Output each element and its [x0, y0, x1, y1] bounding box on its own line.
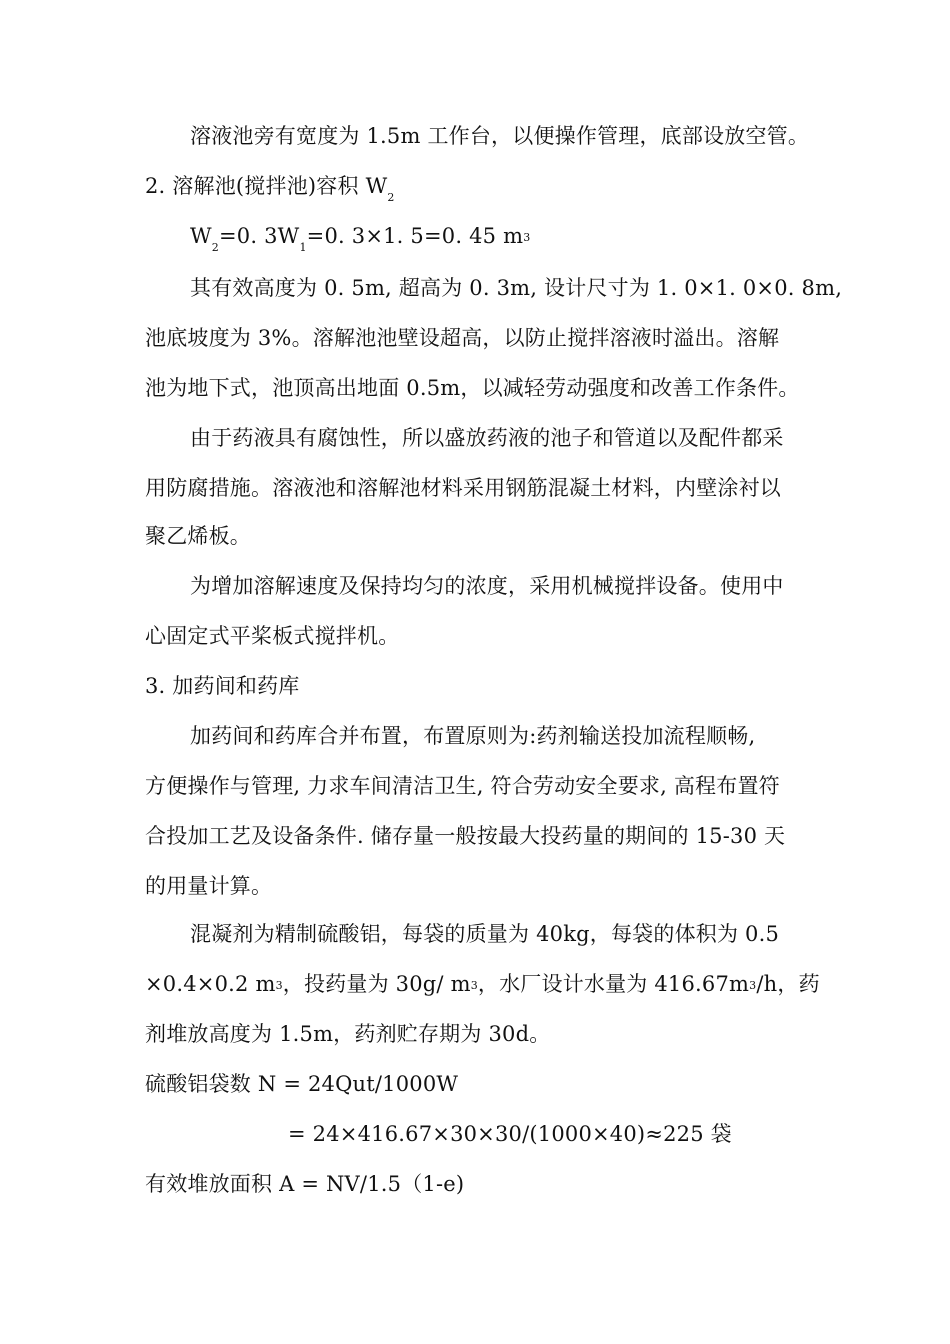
eq-part: =0. 3×1. 5=0. 45 m — [306, 224, 524, 248]
text-line — [145, 622, 399, 650]
text-line — [190, 572, 784, 600]
text-line — [145, 970, 820, 1002]
text-part: ，水厂设计水量为 416.67m — [477, 972, 750, 996]
text-line — [145, 1020, 550, 1048]
equation-bag-count — [145, 1070, 458, 1098]
text-line — [145, 522, 251, 550]
text-line — [145, 822, 785, 850]
eq-symbol: W — [190, 224, 212, 248]
text-part: ，投药量为 30g/ m — [282, 972, 471, 996]
paragraph-workbench — [190, 122, 809, 150]
text-line: 加药间和药库合并布置，布置原则为:药剂输送投加流程顺畅, — [190, 724, 756, 748]
superscript: 3 — [470, 979, 478, 992]
text-line: 池为地下式，池顶高出地面 0.5m，以减轻劳动强度和改善工作条件。 — [145, 376, 800, 400]
text-line — [190, 722, 755, 750]
equation-text: 有效堆放面积 A = NV/1.5（1-e) — [145, 1172, 465, 1196]
text-line: 为增加溶解速度及保持均匀的浓度，采用机械搅拌设备。使用中 — [190, 574, 784, 598]
text-part: ×0.4×0.2 m — [145, 972, 276, 996]
equation-volume — [190, 222, 530, 254]
heading-dosing-room — [145, 672, 300, 700]
text-line: 的用量计算。 — [145, 874, 273, 898]
superscript: 3 — [749, 979, 757, 992]
text-line: 剂堆放高度为 1.5m，药剂贮存期为 30d。 — [145, 1022, 551, 1046]
equation-text: 硫酸铝袋数 N = 24Qut/1000W — [145, 1072, 459, 1096]
text-line — [145, 872, 272, 900]
equation-text: = 24×416.67×30×30/(1000×40)≈225 袋 — [288, 1122, 732, 1146]
text-line: 用防腐措施。溶液池和溶解池材料采用钢筋混凝土材料，内壁涂衬以 — [145, 476, 781, 500]
text-line: 混凝剂为精制硫酸铝，每袋的质量为 40kg，每袋的体积为 0.5 — [190, 922, 780, 946]
text-line: 由于药液具有腐蚀性，所以盛放药液的池子和管道以及配件都采 — [190, 426, 784, 450]
text-part: /h，药 — [756, 972, 820, 996]
subscript: 1 — [299, 241, 307, 254]
eq-part: =0. 3W — [219, 224, 300, 248]
subscript: 2 — [211, 241, 219, 254]
text-line — [145, 374, 800, 402]
text-line — [190, 920, 779, 948]
text-line: 溶液池旁有宽度为 1.5m 工作台，以便操作管理，底部设放空管。 — [190, 124, 810, 148]
text-line — [145, 772, 780, 800]
heading-text: 2. 溶解池(搅拌池)容积 W — [145, 174, 388, 198]
text-line: 其有效高度为 0. 5m, 超高为 0. 3m, 设计尺寸为 1. 0×1. 0×0. 8m, — [190, 276, 843, 300]
heading-text: 3. 加药间和药库 — [145, 674, 300, 698]
text-line — [190, 274, 842, 302]
text-line: 心固定式平桨板式搅拌机。 — [145, 624, 400, 648]
text-line: 池底坡度为 3%。溶解池池壁设超高，以防止搅拌溶液时溢出。溶解 — [145, 326, 780, 350]
heading-dissolving-tank — [145, 172, 395, 204]
superscript: 3 — [523, 231, 531, 244]
text-line: 聚乙烯板。 — [145, 524, 251, 548]
text-line — [145, 474, 781, 502]
text-line — [145, 324, 779, 352]
equation-bag-result — [288, 1120, 732, 1148]
text-line — [190, 424, 784, 452]
superscript: 3 — [275, 979, 283, 992]
text-line: 方便操作与管理, 力求车间清洁卫生, 符合劳动安全要求, 高程布置符 — [145, 774, 780, 798]
equation-area — [145, 1170, 464, 1198]
subscript: 2 — [387, 191, 395, 204]
text-line: 合投加工艺及设备条件. 储存量一般按最大投药量的期间的 15-30 天 — [145, 824, 786, 848]
